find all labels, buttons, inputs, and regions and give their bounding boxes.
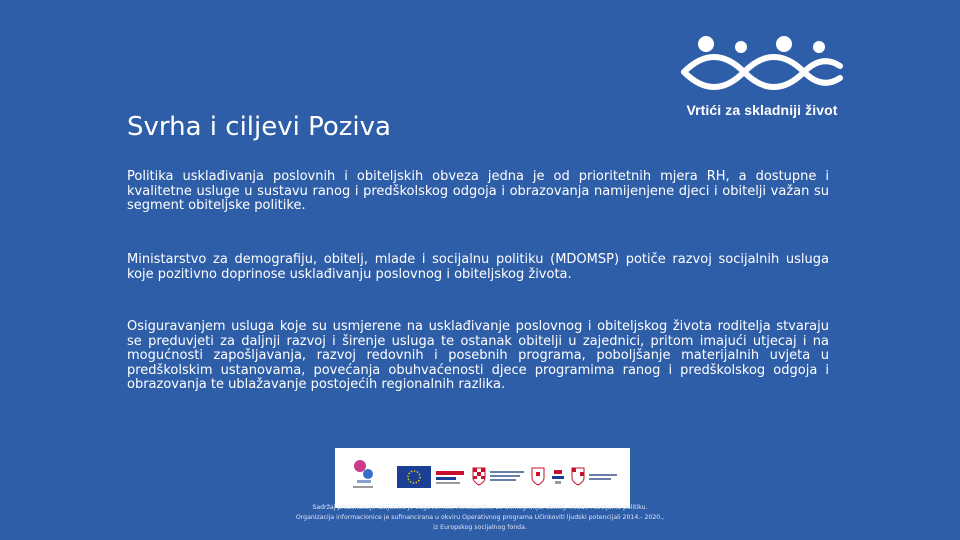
logo — [676, 34, 848, 124]
ministry-text-block — [490, 469, 526, 481]
ministry-emblem-icon — [351, 456, 377, 490]
footer-disclaimer — [270, 503, 690, 533]
paragraph-policy: Politika usklađivanja poslovnih i obiteljskih obveza jedna je od prioritetnih mjera RH, a dostupne i kvalitetne usluge u sustavu ranog i predškolskog odgoja i obrazovanja namijenjene djeci i obitelji važan su segment obiteljske politike. — [127, 169, 829, 213]
esf-logo-icon — [435, 468, 465, 486]
footer-line: iz Europskog socijalnog fonda. — [433, 524, 527, 531]
logo-text: Vrtići za skladniji život — [686, 102, 838, 118]
footer-line: Organizacija informacionice je sufinancirana u okviru Operativnog programa Učinkoviti ljudski potencijali 2014.- 2020., — [295, 514, 665, 521]
slide-title: Svrha i ciljevi Poziva — [127, 112, 391, 142]
eu-flag-icon — [397, 466, 431, 488]
paragraph-ministry: Ministarstvo za demografiju, obitelj, mlade i socijalnu politiku (MDOMSP) potiče razvoj socijalnih usluga koje pozitivno doprinose usklađivanju poslovnog i obiteljskog života. — [127, 252, 829, 282]
emblem-icon — [571, 466, 585, 486]
footer-line: Sadržaj prezentacije isključiva je odgovornost Ministarstva za demografiju, obitelj, mlade i socijalnu politiku. — [312, 504, 648, 511]
funding-text-block — [589, 470, 619, 480]
families-logo-icon — [676, 34, 848, 104]
paragraph-services: Osiguravanjem usluga koje su usmjerene na usklađivanje poslovnog i obiteljskog života roditelja stvaraju se preduvjeti za daljnji razvoj i širenje usluga te ostanak obitelji u zajednici, pritom imajući utjecaj i na mogućnosti zapošljavanja, razvoj redovnih i posebnih programa, poboljšanje materijalnih uvjeta u predškolskim ustanovama, povećanja obuhvaćenosti djece programima ranog i predškolskog odgoja i obrazovanja te ublažavanje postojećih regionalnih razlika. — [127, 319, 829, 392]
croatia-coat-of-arms-icon — [472, 466, 486, 486]
cooperation-logo-icon — [551, 468, 565, 486]
eu-funding-logos — [335, 448, 630, 508]
coat-of-arms-icon — [531, 466, 545, 486]
